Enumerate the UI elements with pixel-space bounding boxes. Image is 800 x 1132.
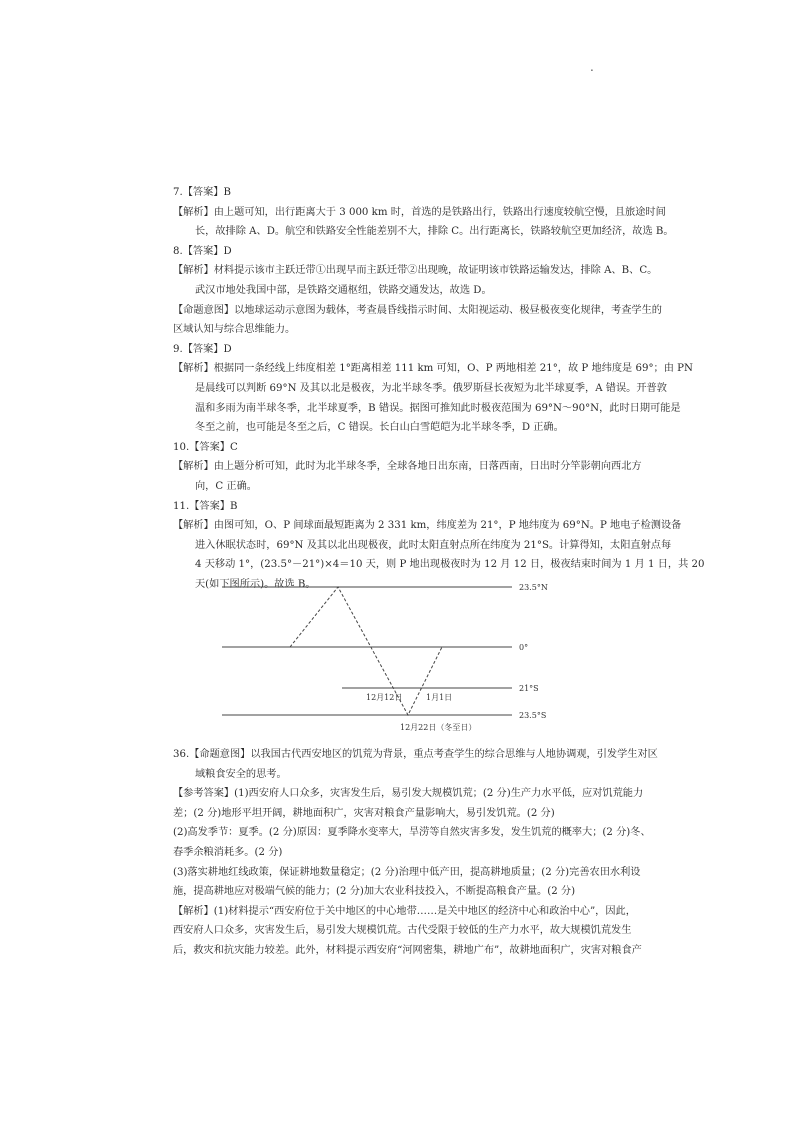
answer-section [173, 183, 705, 594]
q36-line: 域粮食安全的思考。 [195, 768, 287, 780]
q7-analysis-line: 长，故排除 A、D。航空和铁路安全性能差别不大，排除 C。出行距离长，铁路较航空更加经济，故选 B。 [195, 226, 674, 238]
q36-line: 【解析】(1)材料提示“西安府位于关中地区的中心地带……是关中地区的经济中心和政治中心”，因此， [173, 905, 636, 917]
label-dec-22-solstice: 12月22日（冬至日） [400, 723, 477, 732]
diagram-svg [222, 575, 562, 735]
q11-analysis-line: 4 天移动 1°，(23.5°－21°)×4＝10 天，则 P 地出现极夜时为 12 月 12 日，极夜结束时间为 1 月 1 日，共 20 [195, 559, 705, 571]
q7-answer: 7.【答案】B [173, 187, 231, 198]
q10-answer: 10.【答案】C [173, 441, 238, 453]
q9-analysis-line: 【解析】根据同一条经线上纬度相差 1°距离相差 111 km 可知，O、P 两地相差 21°，故 P 地纬度是 69°；由 PN [173, 363, 693, 375]
label-dec-12: 12月12日 [366, 693, 403, 702]
q11-answer: 11.【答案】B [173, 500, 238, 512]
q36-line: 差；(2 分)地形平坦开阔，耕地面积广，灾害对粮食产量影响大，易引发饥荒。(2 分) [173, 807, 555, 819]
q11-analysis-line: 【解析】由图可知，O、P 间球面最短距离为 2 331 km，纬度差为 21°，P 地纬度为 69°N。P 地电子检测设备 [173, 520, 682, 532]
q36-line: 施，提高耕地应对极端气候的能力；(2 分)加大农业科技投入，不断提高粮食产量。(2 分) [173, 886, 576, 898]
q36-line: 后，救灾和抗灾能力较差。此外，材料提示西安府“河网密集，耕地广布”，故耕地面积广，灾害对粮食产 [173, 944, 642, 956]
q9-analysis-line: 温和多雨为南半球冬季，北半球夏季，B 错误。据图可推知此时极夜范围为 69°N～90°N，此时日期可能是 [195, 402, 681, 414]
q8-intent-line: 区域认知与综合思维能力。 [173, 324, 296, 336]
q36-line: (3)落实耕地红线政策，保证耕地数量稳定；(2 分)治理中低产田，提高耕地质量；(2 分)完善农田水利设 [173, 866, 641, 878]
subsolar-point-diagram [222, 575, 562, 735]
q8-answer: 8.【答案】D [173, 245, 232, 257]
label-21s: 21°S [519, 684, 539, 693]
q36-line: (2)高发季节：夏季。(2 分)原因：夏季降水变率大，旱涝等自然灾害多发，发生饥荒的概率大；(2 分)冬、 [173, 827, 651, 839]
q9-analysis-line: 冬至之前，也可能是冬至之后，C 错误。长白山白雪皑皑为北半球冬季，D 正确。 [195, 422, 564, 434]
q11-analysis-line: 天(如下图所示)。故选 B。 [195, 578, 316, 590]
q9-answer: 9.【答案】D [173, 343, 232, 355]
label-jan-1: 1月1日 [426, 693, 453, 702]
q11-analysis-line: 进入休眠状态时，69°N 及其以北出现极夜，此时太阳直射点所在纬度为 21°S。计算得知，太阳直射点每 [195, 539, 672, 551]
q10-analysis-line: 向，C 正确。 [195, 480, 257, 492]
q10-analysis-line: 【解析】由上题分析可知，此时为北半球冬季，全球各地日出东南，日落西南，日出时分竿影朝向西北方 [173, 461, 642, 473]
q36-line: 【参考答案】(1)西安府人口众多，灾害发生后，易引发大规模饥荒；(2 分)生产力水平低，应对饥荒能力 [173, 788, 644, 800]
q36-line: 36.【命题意图】以我国古代西安地区的饥荒为背景，重点考查学生的综合思维与人地协调观，引发学生对区 [173, 749, 658, 760]
label-23-5n: 23.5°N [519, 583, 548, 592]
page-mark: . [590, 60, 594, 74]
label-23-5s: 23.5°S [519, 711, 547, 720]
q8-intent-line: 【命题意图】以地球运动示意图为载体，考查晨昏线指示时间、太阳视运动、极昼极夜变化规律，考查学生的 [173, 304, 662, 316]
label-equator: 0° [519, 643, 529, 652]
q36-line: 春季余粮消耗多。(2 分) [173, 846, 283, 858]
q8-analysis-line: 武汉市地处我国中部，是铁路交通枢纽，铁路交通发达，故选 D。 [195, 284, 492, 296]
q7-analysis-line: 【解析】由上题可知，出行距离大于 3 000 km 时，首选的是铁路出行，铁路出行速度较航空慢，且旅途时间 [173, 206, 666, 218]
question-36-section [173, 745, 658, 961]
q36-line: 西安府人口众多，灾害发生后，易引发大规模饥荒。古代受限于较低的生产力水平，故大规模饥荒发生 [173, 925, 632, 937]
q8-analysis-line: 【解析】材料提示该市主跃迁带①出现早而主跃迁带②出现晚，故证明该市铁路运输发达，排除 A、B、C。 [173, 265, 658, 277]
q9-analysis-line: 是晨线可以判断 69°N 及其以北是极夜，为北半球冬季。俄罗斯昼长夜短为北半球夏季，A 错误。开普敦 [195, 382, 667, 394]
